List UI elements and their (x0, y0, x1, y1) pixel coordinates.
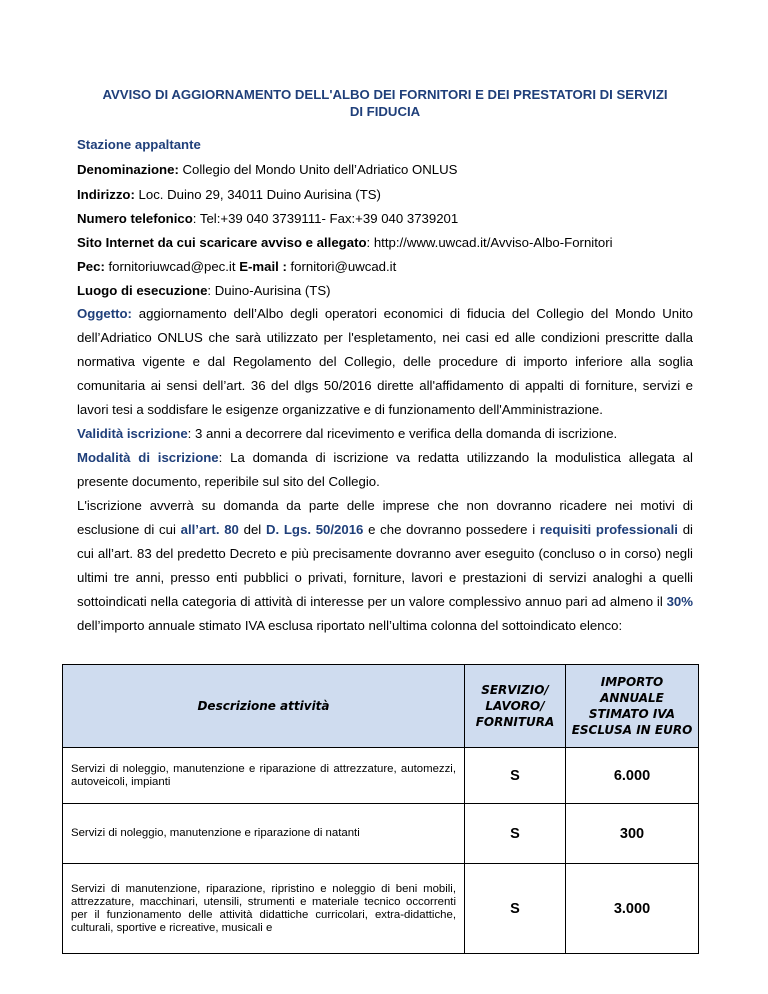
header-importo-line-4: ESCLUSA IN EURO (571, 723, 693, 737)
value-sito-link[interactable]: : http://www.uwcad.it/Avviso-Albo-Fornitori (366, 235, 613, 250)
title-line-1: AVVISO DI AGGIORNAMENTO DELL'ALBO DEI FORNITORI E DEI PRESTATORI DI SERVIZI (102, 87, 668, 102)
header-tipo-line-1: SERVIZIO/ (481, 683, 549, 697)
row-description: Servizi di manutenzione, riparazione, ripristino e noleggio di beni mobili, attrezzature, macchinari, utensili, strumenti e materiale tecnico occorrenti per il funzionamento delle attività didattiche curricolari, extra-didattiche, culturali, sportive e ricreative, musicali e (63, 864, 465, 954)
field-denominazione (77, 162, 457, 178)
iscrizione-text-3: e che dovranno possedere i (363, 522, 540, 537)
activities-table (62, 664, 699, 954)
label-validita: Validità iscrizione (77, 426, 188, 441)
table-row (63, 864, 699, 954)
header-importo-line-1: IMPORTO (600, 675, 664, 689)
label-oggetto: Oggetto: (77, 306, 132, 321)
iscrizione-text-1: L'iscrizione avverrà su domanda da parte delle imprese che non dovranno ricadere nei motivi di esclusione di cui (77, 498, 693, 537)
paragraph-modalita (77, 446, 693, 494)
label-sito: Sito Internet da cui scaricare avviso e allegato (77, 235, 367, 250)
label-email: E-mail : (239, 259, 287, 274)
row-description: Servizi di noleggio, manutenzione e riparazione di attrezzature, automezzi, autoveicoli, impianti (63, 748, 465, 804)
iscrizione-highlight-dlgs: D. Lgs. 50/2016 (265, 522, 364, 537)
row-amount: 300 (566, 804, 699, 864)
value-telefono: : Tel:+39 040 3739111- Fax:+39 040 3739201 (192, 211, 459, 226)
header-descrizione: Descrizione attività (63, 665, 465, 748)
iscrizione-highlight-percent: 30% (666, 594, 693, 609)
table-row (63, 748, 699, 804)
label-telefono: Numero telefonico (77, 211, 193, 226)
header-importo-line-3: STIMATO IVA (588, 707, 676, 721)
label-modalita: Modalità di iscrizione (77, 450, 219, 465)
field-sito-internet (77, 235, 613, 251)
header-tipo-line-2: LAVORO/ (485, 699, 545, 713)
header-tipo-line-3: FORNITURA (475, 715, 555, 729)
iscrizione-text-2: del (238, 522, 266, 537)
value-indirizzo: Loc. Duino 29, 34011 Duino Aurisina (TS) (134, 187, 381, 202)
header-importo (566, 665, 699, 748)
row-amount: 6.000 (566, 748, 699, 804)
iscrizione-highlight-art80: all’art. 80 (180, 522, 239, 537)
text-oggetto: aggiornamento dell’Albo degli operatori economici di fiducia del Collegio del Mondo Unito dell’Adriatico ONLUS che sarà utilizzato per l'espletamento, nei casi ed alle condizioni prescritte dalla normativa vigente e dal Regolamento del Collegio, delle procedure di importo inferiore alla soglia comunitaria ai sensi dell’art. 36 del dlgs 50/2016 dirette all'affidamento di appalti di forniture, servizi e lavori tesi a soddisfare le esigenze organizzative e di funzionamento dell'Amministrazione. (77, 306, 693, 417)
label-luogo: Luogo di esecuzione (77, 283, 208, 298)
iscrizione-text-5: dell’importo annuale stimato IVA esclusa riportato nell’ultima colonna del sottoindicato elenco: (77, 618, 623, 633)
field-telefono (77, 211, 458, 227)
value-email[interactable]: fornitori@uwcad.it (286, 259, 397, 274)
value-pec[interactable]: fornitoriuwcad@pec.it (104, 259, 240, 274)
row-type: S (465, 864, 566, 954)
header-importo-line-2: ANNUALE (600, 691, 664, 705)
label-indirizzo: Indirizzo: (77, 187, 135, 202)
row-amount: 3.000 (566, 864, 699, 954)
paragraph-validita (77, 422, 693, 446)
value-denominazione: Collegio del Mondo Unito dell’Adriatico ONLUS (178, 162, 458, 177)
text-modalita: : La domanda di iscrizione va redatta utilizzando la modulistica allegata al presente documento, reperibile sul sito del Collegio. (77, 450, 693, 489)
header-tipo (465, 665, 566, 748)
table-header-row (63, 665, 699, 748)
row-type: S (465, 804, 566, 864)
field-indirizzo (77, 187, 381, 203)
section-heading-stazione: Stazione appaltante (77, 137, 201, 152)
value-luogo: : Duino-Aurisina (TS) (207, 283, 331, 298)
label-denominazione: Denominazione: (77, 162, 179, 177)
iscrizione-text-4: di cui all’art. 83 del predetto Decreto e più precisamente dovranno aver eseguito (concluso o in corso) negli ultimi tre anni, presso enti pubblici o privati, forniture, lavori e prestazioni di servizi analoghi a quelli sottoindicati nella categoria di attività di interesse per un valore complessivo annuo pari ad almeno il (77, 522, 693, 609)
label-pec: Pec: (77, 259, 105, 274)
table-row (63, 804, 699, 864)
iscrizione-highlight-requisiti: requisiti professionali (539, 522, 678, 537)
paragraph-oggetto (77, 302, 693, 422)
paragraph-iscrizione (77, 494, 693, 638)
row-description: Servizi di noleggio, manutenzione e riparazione di natanti (63, 804, 465, 864)
text-validita: : 3 anni a decorrere dal ricevimento e verifica della domanda di iscrizione. (187, 426, 618, 441)
row-type: S (465, 748, 566, 804)
field-luogo (77, 283, 331, 299)
field-pec-email (77, 259, 396, 275)
document-title (77, 86, 693, 120)
title-line-2: DI FIDUCIA (349, 104, 421, 119)
